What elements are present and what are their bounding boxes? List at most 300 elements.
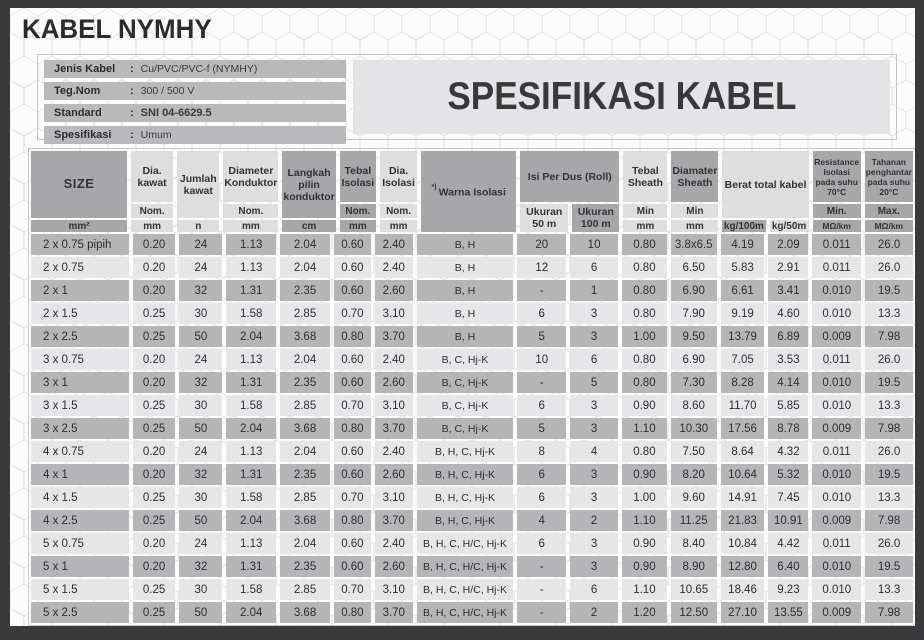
info-panel [37, 54, 897, 140]
table-cell: 26.0 [865, 234, 913, 255]
table-cell: 3 [570, 533, 618, 554]
table-cell: 2 x 0.75 [31, 257, 129, 278]
table-cell: - [517, 579, 566, 600]
col-header-size: SIZE [31, 151, 127, 218]
col-header-diameter-konduktor: Diameter Konduktor [223, 151, 278, 202]
table-cell: 12 [517, 257, 566, 278]
table-cell: 1.00 [622, 326, 667, 347]
col-sub-nom: Nom. [131, 204, 173, 218]
table-cell: 0.010 [812, 372, 861, 393]
col-unit-mm: mm [131, 220, 173, 232]
table-cell: 6 [517, 487, 566, 508]
table-cell: 6.90 [671, 349, 717, 370]
info-colon: : [130, 129, 134, 142]
table-cell: 4 [570, 441, 618, 462]
table-cell: 2.04 [226, 326, 276, 347]
table-cell: 11.25 [671, 510, 717, 531]
table-cell: 7.45 [768, 487, 808, 508]
col-header-tebal-sheath: Tebal Sheath [623, 151, 667, 202]
table-cell: 3 [570, 556, 618, 577]
table-cell: 5 x 2.5 [31, 602, 129, 623]
table-cell: B, C, Hj-K [417, 395, 514, 416]
col-sub-nom: Nom. [340, 204, 376, 218]
table-cell: 0.011 [812, 234, 861, 255]
table-cell: 0.60 [334, 280, 371, 301]
table-cell: 2.35 [280, 464, 330, 485]
table-cell: 7.90 [671, 303, 717, 324]
table-cell: 18.46 [721, 579, 765, 600]
col-header-tahanan-penghantar: Tahanan penghantar pada suhu 20°C [865, 151, 913, 202]
table-cell: 0.20 [133, 349, 176, 370]
table-cell: 0.20 [133, 464, 176, 485]
table-cell: B, H, C, H/C, Hj-K [417, 556, 514, 577]
table-cell: 3 [570, 303, 618, 324]
table-cell: 5 x 1 [31, 556, 129, 577]
col-unit-mm: mm [340, 220, 376, 232]
table-cell: 4 x 1 [31, 464, 129, 485]
table-cell: 7.98 [865, 326, 913, 347]
table-cell: 19.5 [865, 464, 913, 485]
table-cell: 10 [517, 349, 566, 370]
table-cell: 2 x 2.5 [31, 326, 129, 347]
table-cell: 6.89 [768, 326, 808, 347]
info-row-teg-nom [44, 82, 346, 100]
table-cell: 1.58 [226, 487, 276, 508]
col-unit-mohm-km: MΩ/km [865, 220, 913, 232]
table-cell: 3.68 [280, 510, 330, 531]
table-cell: 30 [179, 303, 222, 324]
table-cell: 1.13 [226, 234, 276, 255]
table-cell: 8.64 [721, 441, 765, 462]
table-cell: 7.98 [865, 510, 913, 531]
table-cell: B, C, Hj-K [417, 349, 514, 370]
table-cell: 2 x 1.5 [31, 303, 129, 324]
table-cell: 3 x 2.5 [31, 418, 129, 439]
page-title: KABEL NYMHY [22, 14, 212, 44]
table-cell: 3.10 [375, 395, 413, 416]
table-cell: 0.010 [812, 579, 861, 600]
table-cell: 0.80 [622, 257, 667, 278]
table-cell: 26.0 [865, 257, 913, 278]
table-cell: 7.05 [721, 349, 765, 370]
spec-title-panel [353, 60, 890, 134]
table-cell: 4.19 [721, 234, 765, 255]
table-cell: 0.20 [133, 556, 176, 577]
info-colon: : [130, 107, 134, 120]
table-cell: B, H [417, 326, 514, 347]
info-label: Jenis Kabel [54, 63, 116, 76]
table-cell: 0.010 [812, 487, 861, 508]
table-cell: 17.56 [721, 418, 765, 439]
table-cell: 0.70 [334, 395, 371, 416]
col-sub-nom: Nom. [223, 204, 278, 218]
info-colon: : [130, 63, 134, 76]
col-header-isi-per-dus: Isi Per Dus (Roll) [520, 151, 619, 202]
table-cell: 8.28 [721, 372, 765, 393]
table-cell: 0.60 [334, 464, 371, 485]
table-cell: 4 x 1.5 [31, 487, 129, 508]
table-cell: 2.04 [226, 418, 276, 439]
col-header-jumlah-kawat: Jumlah kawat [177, 151, 219, 218]
table-cell: 5.85 [768, 395, 808, 416]
info-label: Teg.Nom [54, 85, 101, 98]
table-cell: 6 [517, 533, 566, 554]
table-cell: 3.53 [768, 349, 808, 370]
table-cell: 2.40 [375, 257, 413, 278]
table-cell: B, H, C, H/C, Hj-K [417, 602, 514, 623]
table-cell: 6 [570, 579, 618, 600]
table-cell: 1.00 [622, 487, 667, 508]
table-cell: 3.68 [280, 418, 330, 439]
info-label: Spesifikasi [54, 129, 112, 142]
table-cell: 0.25 [133, 579, 176, 600]
table-cell: 0.009 [812, 326, 861, 347]
info-value: 300 / 500 V [140, 85, 195, 98]
table-cell: 24 [179, 441, 222, 462]
table-cell: 0.011 [812, 349, 861, 370]
col-header-langkah-pilin: Langkah pilin konduktor [282, 151, 335, 218]
table-cell: 0.010 [812, 556, 861, 577]
table-cell: 0.011 [812, 257, 861, 278]
table-cell: 0.009 [812, 510, 861, 531]
table-cell: 0.009 [812, 602, 861, 623]
table-cell: 12.80 [721, 556, 765, 577]
table-cell: 8 [517, 441, 566, 462]
table-cell: 30 [179, 579, 222, 600]
col-unit-n: n [177, 220, 219, 232]
table-cell: 1.10 [622, 418, 667, 439]
table-cell: 0.25 [133, 418, 176, 439]
table-cell: 12.50 [671, 602, 717, 623]
table-cell: B, H [417, 303, 514, 324]
table-cell: 0.80 [334, 418, 371, 439]
table-cell: 32 [179, 372, 222, 393]
table-cell: 1.13 [226, 441, 276, 462]
table-cell: 6 [570, 257, 618, 278]
table-cell: 1.31 [226, 556, 276, 577]
col-header-dia-kawat: Dia. kawat [131, 151, 173, 202]
table-cell: 2.04 [280, 257, 330, 278]
table-cell: 5.32 [768, 464, 808, 485]
table-cell: 3.70 [375, 418, 413, 439]
col-header-tebal-isolasi: Tebal Isolasi [340, 151, 376, 202]
col-header-warna-isolasi: *) Warna Isolasi [421, 151, 516, 232]
table-cell: - [517, 556, 566, 577]
spec-title: SPESIFIKASI KABEL [446, 75, 797, 119]
table-cell: 0.009 [812, 418, 861, 439]
table-cell: 9.23 [768, 579, 808, 600]
table-cell: 6 [570, 349, 618, 370]
info-value: Umum [140, 129, 172, 142]
table-cell: 6 [517, 464, 566, 485]
info-value: Cu/PVC/PVC-f (NYMHY) [140, 63, 258, 76]
info-label: Standard [54, 107, 102, 120]
table-cell: 0.60 [334, 372, 371, 393]
table-cell: 0.90 [622, 464, 667, 485]
table-cell: 3.68 [280, 326, 330, 347]
table-cell: 0.60 [334, 556, 371, 577]
table-cell: 0.80 [622, 234, 667, 255]
table-cell: 1.58 [226, 303, 276, 324]
table-cell: 27.10 [721, 602, 765, 623]
table-cell: 0.80 [622, 280, 667, 301]
table-cell: 2.85 [280, 487, 330, 508]
table-cell: 5 [517, 326, 566, 347]
table-cell: 0.25 [133, 510, 176, 531]
table-cell: 8.90 [671, 556, 717, 577]
table-cell: 26.0 [865, 441, 913, 462]
table-cell: 19.5 [865, 280, 913, 301]
table-cell: 50 [179, 418, 222, 439]
table-cell: 0.80 [334, 326, 371, 347]
table-cell: B, H [417, 257, 514, 278]
table-cell: 3 x 1 [31, 372, 129, 393]
table-cell: 0.70 [334, 303, 371, 324]
info-row-spesifikasi [44, 126, 346, 144]
info-bars [44, 60, 346, 144]
table-cell: 0.25 [133, 602, 176, 623]
table-cell: B, H, C, H/C, Hj-K [417, 579, 514, 600]
table-cell: 4.60 [768, 303, 808, 324]
table-cell: 30 [179, 487, 222, 508]
table-cell: 9.50 [671, 326, 717, 347]
table-cell: 50 [179, 602, 222, 623]
table-cell: 7.98 [865, 418, 913, 439]
table-cell: B, H, C, Hj-K [417, 487, 514, 508]
col-unit-mm: mm [223, 220, 278, 232]
table-cell: 0.60 [334, 257, 371, 278]
table-cell: 0.010 [812, 280, 861, 301]
table-cell: 2.09 [768, 234, 808, 255]
table-cell: 5 [517, 418, 566, 439]
col-unit-mm: mm [380, 220, 417, 232]
table-cell: 0.25 [133, 487, 176, 508]
col-header-berat-total: Berat total kabel [722, 151, 808, 218]
table-cell: 2 x 0.75 pipih [31, 234, 129, 255]
table-cell: 0.010 [812, 395, 861, 416]
col-unit-size: mm² [31, 220, 127, 232]
table-cell: 3 [570, 418, 618, 439]
table-cell: 2.35 [280, 372, 330, 393]
table-cell: 2.04 [280, 234, 330, 255]
col-sub-min: Min. [813, 204, 861, 218]
table-cell: 2 [570, 510, 618, 531]
table-cell: B, H [417, 280, 514, 301]
table-cell: 2.04 [280, 441, 330, 462]
table-cell: 5 x 1.5 [31, 579, 129, 600]
table-cell: 26.0 [865, 533, 913, 554]
table-cell: 0.80 [622, 303, 667, 324]
table-cell: 2.40 [375, 441, 413, 462]
table-cell: 2.04 [226, 510, 276, 531]
table-cell: 0.010 [812, 464, 861, 485]
table-cell: 24 [179, 533, 222, 554]
table-cell: 0.60 [334, 234, 371, 255]
table-cell: 2.60 [375, 464, 413, 485]
table-cell: 13.3 [865, 487, 913, 508]
table-cell: 6.40 [768, 556, 808, 577]
table-cell: 2.04 [226, 602, 276, 623]
table-cell: 0.80 [334, 510, 371, 531]
table-cell: B, H, C, H/C, Hj-K [417, 533, 514, 554]
col-unit-cm: cm [282, 220, 335, 232]
table-cell: 0.011 [812, 441, 861, 462]
table-cell: 2.40 [375, 533, 413, 554]
info-colon: : [130, 85, 134, 98]
table-cell: 2.35 [280, 280, 330, 301]
table-cell: 2.85 [280, 579, 330, 600]
table-cell: 3.70 [375, 326, 413, 347]
table-cell: 13.3 [865, 303, 913, 324]
table-cell: 0.20 [133, 372, 176, 393]
table-cell: 0.60 [334, 441, 371, 462]
table-cell: 4.42 [768, 533, 808, 554]
table-cell: 50 [179, 510, 222, 531]
table-cell: 2.04 [280, 533, 330, 554]
table-cell: 3.68 [280, 602, 330, 623]
table-body [31, 234, 913, 623]
table-cell: 5 x 0.75 [31, 533, 129, 554]
table-cell: 0.90 [622, 395, 667, 416]
info-row-jenis-kabel [44, 60, 346, 78]
table-cell: 0.20 [133, 533, 176, 554]
table-cell: 2.60 [375, 556, 413, 577]
table-cell: 5 [570, 372, 618, 393]
table-cell: 0.011 [812, 533, 861, 554]
table-cell: 8.40 [671, 533, 717, 554]
table-cell: 19.5 [865, 556, 913, 577]
table-cell: 3.70 [375, 602, 413, 623]
table-cell: 10.84 [721, 533, 765, 554]
table-cell: 24 [179, 257, 222, 278]
table-cell: - [517, 372, 566, 393]
table-cell: 20 [517, 234, 566, 255]
table-cell: 2.04 [280, 349, 330, 370]
table-cell: 19.5 [865, 372, 913, 393]
col-sub-nom: Nom. [380, 204, 417, 218]
col-unit-mm: mm [623, 220, 667, 232]
table-cell: 3.10 [375, 579, 413, 600]
table-cell: 0.25 [133, 326, 176, 347]
table-cell: 1.58 [226, 395, 276, 416]
col-unit-mohm-km: MΩ/km [813, 220, 861, 232]
col-sub-min: Min [671, 204, 718, 218]
table-cell: 2.40 [375, 349, 413, 370]
table-cell: 8.60 [671, 395, 717, 416]
table-cell: 0.80 [334, 602, 371, 623]
table-cell: 1.13 [226, 533, 276, 554]
table-cell: 1.10 [622, 579, 667, 600]
col-unit-mm: mm [671, 220, 718, 232]
table-cell: 1.20 [622, 602, 667, 623]
col-unit-kg100m: kg/100m [723, 220, 764, 232]
table-cell: 30 [179, 395, 222, 416]
col-header-dia-isolasi: Dia. Isolasi [380, 151, 417, 202]
table-cell: 1 [570, 280, 618, 301]
table-cell: 0.70 [334, 487, 371, 508]
table-cell: 4.32 [768, 441, 808, 462]
table-cell: 1.58 [226, 579, 276, 600]
table-cell: 1.10 [622, 510, 667, 531]
col-header-diamater-sheath: Diamater Sheath [671, 151, 718, 202]
table-cell: 2 [570, 602, 618, 623]
table-cell: 6.61 [721, 280, 765, 301]
info-row-standard [44, 104, 346, 122]
table-cell: 3.8x6.5 [671, 234, 717, 255]
table-cell: 4 [517, 510, 566, 531]
spec-table [28, 148, 916, 626]
table-cell: 0.90 [622, 533, 667, 554]
info-value: SNI 04-6629.5 [140, 107, 212, 120]
table-cell: 3.41 [768, 280, 808, 301]
table-cell: 32 [179, 280, 222, 301]
table-cell: 2.60 [375, 372, 413, 393]
table-cell: 8.20 [671, 464, 717, 485]
table-cell: 11.70 [721, 395, 765, 416]
table-cell: 2.35 [280, 556, 330, 577]
table-cell: 10.30 [671, 418, 717, 439]
table-cell: 1.31 [226, 280, 276, 301]
table-cell: 2.91 [768, 257, 808, 278]
col-sub-min: Min [623, 204, 667, 218]
table-cell: 7.98 [865, 602, 913, 623]
table-cell: 24 [179, 234, 222, 255]
table-cell: B, C, Hj-K [417, 372, 514, 393]
table-cell: 3 [570, 326, 618, 347]
col-header-resistance-isolasi: Resistance Isolasi pada suhu 70°C [813, 151, 861, 202]
table-cell: 2.85 [280, 303, 330, 324]
table-cell: 24 [179, 349, 222, 370]
table-cell: 1.13 [226, 257, 276, 278]
table-cell: 6.50 [671, 257, 717, 278]
table-cell: 13.3 [865, 579, 913, 600]
table-cell: 10 [570, 234, 618, 255]
table-cell: B, H, C, Hj-K [417, 441, 514, 462]
table-cell: 0.20 [133, 234, 176, 255]
table-cell: 4.14 [768, 372, 808, 393]
table-cell: 0.20 [133, 441, 176, 462]
table-cell: 0.70 [334, 579, 371, 600]
col-sub-max: Max. [865, 204, 913, 218]
table-cell: 10.65 [671, 579, 717, 600]
table-cell: 32 [179, 556, 222, 577]
table-cell: B, H [417, 234, 514, 255]
table-cell: 0.90 [622, 556, 667, 577]
table-cell: 3.10 [375, 303, 413, 324]
table-cell: 1.31 [226, 372, 276, 393]
table-cell: 6 [517, 303, 566, 324]
table-cell: 50 [179, 326, 222, 347]
table-cell: 26.0 [865, 349, 913, 370]
table-cell: 0.80 [622, 372, 667, 393]
table-cell: 13.3 [865, 395, 913, 416]
table-cell: 9.19 [721, 303, 765, 324]
table-cell: 0.60 [334, 533, 371, 554]
table-cell: 3 [570, 487, 618, 508]
table-cell: 0.60 [334, 349, 371, 370]
table-cell: 0.80 [622, 441, 667, 462]
table-cell: 0.20 [133, 280, 176, 301]
table-cell: 3.10 [375, 487, 413, 508]
table-cell: - [517, 280, 566, 301]
table-cell: 32 [179, 464, 222, 485]
table-cell: 4 x 2.5 [31, 510, 129, 531]
table-cell: 13.55 [768, 602, 808, 623]
table-cell: B, H, C, Hj-K [417, 464, 514, 485]
table-cell: 1.31 [226, 464, 276, 485]
table-cell: 2.85 [280, 395, 330, 416]
table-cell: 13.79 [721, 326, 765, 347]
